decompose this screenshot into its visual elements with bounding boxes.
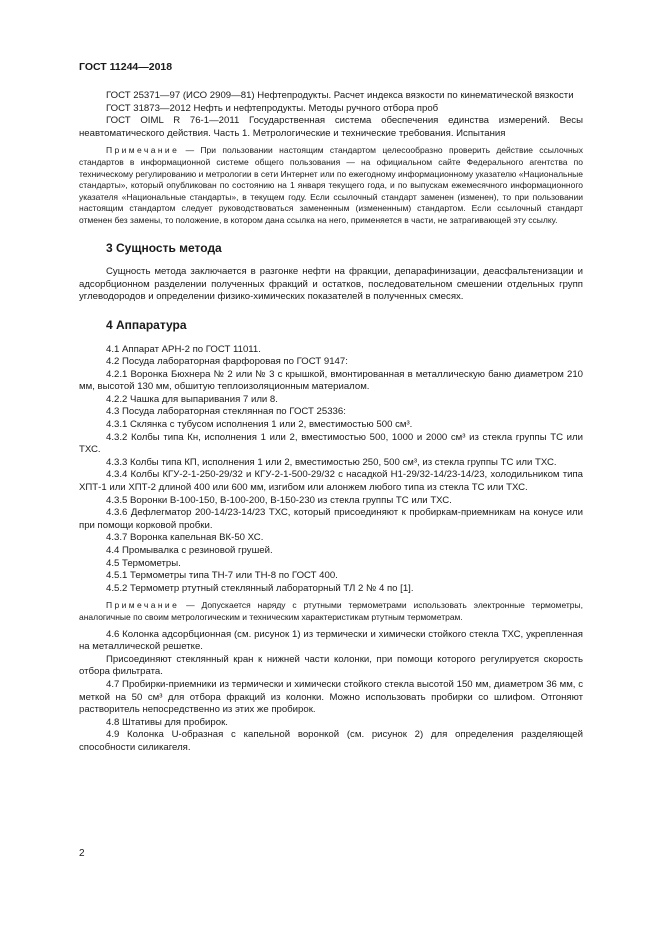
apparatus-item: 4.5.2 Термометр ртутный стеклянный лабораторный ТЛ 2 № 4 по [1]. [106,582,414,594]
note-label: Примечание [106,600,180,611]
apparatus-item: 4.5.1 Термометры типа ТН-7 или ТН-8 по ГОСТ 400. [106,570,338,582]
section-4-title: 4 Аппаратура [106,317,187,332]
document-header: ГОСТ 11244—2018 [79,61,173,73]
note-text: — Допускается наряду с ртутными термометрами использовать электронные термометры, аналогичные по своим метрологическим и техническим характеристикам ртутным термометрам. [79,600,583,622]
apparatus-item: 4.1 Аппарат АРН-2 по ГОСТ 11011. [106,343,261,355]
page-number: 2 [79,848,85,859]
page-content [79,90,583,755]
apparatus-item: 4.3.2 Колбы типа Кн, исполнения 1 или 2, вместимостью 500, 1000 и 2000 см³ из стекла группы ТС или ТХС. [79,431,583,456]
apparatus-item: 4.7 Пробирки-приемники из термически и химически стойкого стекла высотой 150 мм, диаметром 36 мм, с меткой на 50 см³ для отбора фракций из колонки. Можно использовать пробирки со шлифом. Отгоняют растворитель непосредственно из этих же пробирок. [79,678,583,716]
note-thermometers [79,600,583,623]
apparatus-item: 4.6 Колонка адсорбционная (см. рисунок 1) из термически и химически стойкого стекла ТХС, укрепленная на металлической решетке. [79,628,583,653]
section-3-text: Сущность метода заключается в разгонке нефти на фракции, депарафинизации, деасфальтенизации и адсорбционном разделении полученных фракций и остатков, последовательном смешении отдельных групп углеводородов и определении физико-химических показателей в полученных смесях. [79,266,583,303]
note-references [79,145,583,226]
apparatus-item: 4.3 Посуда лабораторная стеклянная по ГОСТ 25336: [106,406,346,418]
apparatus-item: 4.8 Штативы для пробирок. [106,716,228,728]
reference-item: ГОСТ 25371—97 (ИСО 2909—81) Нефтепродукты. Расчет индекса вязкости по кинематической вязкости [106,90,574,101]
note-text: — При пользовании настоящим стандартом целесообразно проверить действие ссылочных стандартов в информационной системе общего пользования — на официальном сайте Федерального агентства по техническому регулированию и метрологии в сети Интернет или по ежегодному информационному указателю «Национальные стандарты», который опубликован по состоянию на 1 января текущего года, и по выпускам ежемесячного информационного указателя «Национальные стандарты», в текущем году. Если ссылочный стандарт заменен (изменен), то при пользовании настоящим стандартом следует руководствоваться замененным (измененным) стандартом. Если ссылочный стандарт отменен без замены, то положение, в котором дана ссылка на него, применяется в части, не затрагивающей эту ссылку. [79,145,583,225]
apparatus-item: 4.4 Промывалка с резиновой грушей. [106,545,273,556]
note-label: Примечание [106,145,180,156]
apparatus-item: 4.3.1 Склянка с тубусом исполнения 1 или 2, вместимостью 500 см³. [106,419,413,431]
apparatus-item: 4.3.4 Колбы КГУ-2-1-250-29/32 и КГУ-2-1-500-29/32 с насадкой Н1-29/32-14/23-14/23, холодильником типа ХПТ-1 или ХПТ-2 длиной 400 или 600 мм, изгибом или алонжем любого типа из стекла ТС или ТХС. [79,469,583,494]
apparatus-item: 4.2.2 Чашка для выпаривания 7 или 8. [106,393,278,405]
apparatus-item: 4.2.1 Воронка Бюхнера № 2 или № 3 с крышкой, вмонтированная в металлическую баню диаметром 210 мм, высотой 130 мм, обшитую теплоизоляционным материалом. [79,368,583,393]
apparatus-item: Присоединяют стеклянный кран к нижней части колонки, при помощи которого регулируется скорость отбора фильтрата. [79,653,583,678]
apparatus-item: 4.3.7 Воронка капельная ВК-50 ХС. [106,532,264,544]
section-3-title: 3 Сущность метода [106,240,222,255]
apparatus-item: 4.9 Колонка U-образная с капельной воронкой (см. рисунок 2) для определения разделяющей способности силикагеля. [79,729,583,753]
reference-item: ГОСТ OIML R 76-1—2011 Государственная система обеспечения единства измерений. Весы неавтоматического действия. Часть 1. Метрологические и технические требования. Испытания [79,115,583,139]
apparatus-item: 4.3.3 Колбы типа КП, исполнения 1 или 2, вместимостью 250, 500 см³, из стекла группы ТС или ТХС. [106,456,557,468]
apparatus-item: 4.2 Посуда лабораторная фарфоровая по ГОСТ 9147: [106,356,348,368]
apparatus-item: 4.3.6 Дефлегматор 200-14/23-14/23 ТХС, который присоединяют к пробиркам-приемникам на конусе или при помощи корковой пробки. [79,507,583,531]
apparatus-item: 4.5 Термометры. [106,557,181,569]
reference-item: ГОСТ 31873—2012 Нефть и нефтепродукты. Методы ручного отбора проб [106,102,439,114]
apparatus-item: 4.3.5 Воронки В-100-150, В-100-200, В-150-230 из стекла группы ТС или ТХС. [106,494,452,506]
